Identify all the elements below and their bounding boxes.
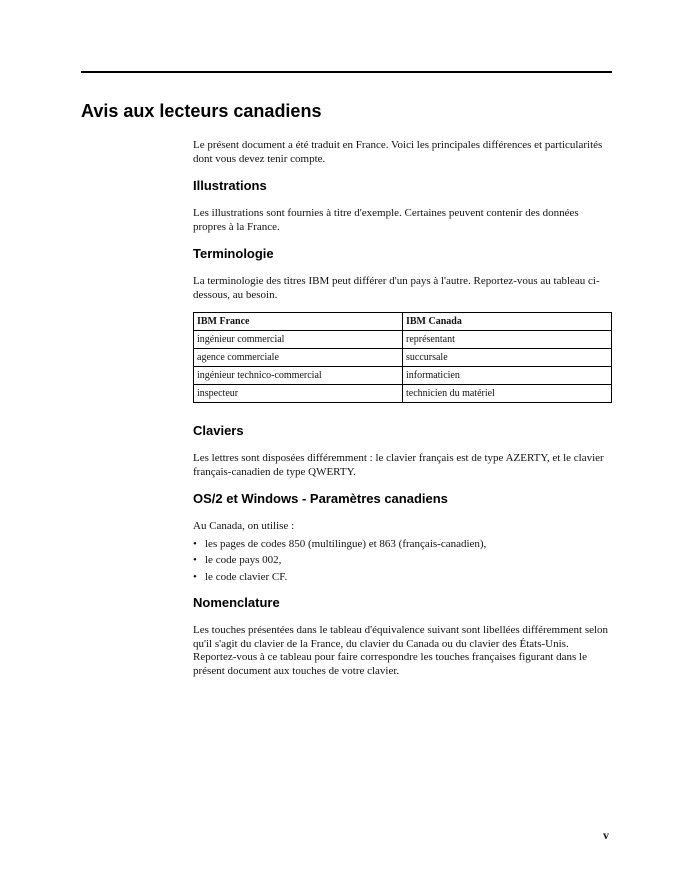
table-cell: technicien du matériel xyxy=(403,385,612,403)
page-number: v xyxy=(603,828,609,842)
nomenclature-heading: Nomenclature xyxy=(193,595,280,610)
nomenclature-paragraph: Les touches présentées dans le tableau d'équivalence suivant sont libellées différemment selon qu'il s'agit du clavier de la France, du clavier du Canada ou du clavier des États-Unis. Reportez-vous à ce tableau pour faire correspondre les touches françaises figurant dans le présent document aux touches de votre clavier. xyxy=(193,624,609,677)
bullet-icon: • xyxy=(193,570,197,583)
bullet-icon: • xyxy=(193,537,197,550)
table-cell: inspecteur xyxy=(194,385,403,403)
terminologie-heading: Terminologie xyxy=(193,246,274,261)
illustrations-paragraph: Les illustrations sont fournies à titre d'exemple. Certaines peuvent contenir des données propres à la France. xyxy=(193,207,579,233)
table-header-cell: IBM Canada xyxy=(403,313,612,331)
illustrations-heading: Illustrations xyxy=(193,178,267,193)
list-item xyxy=(193,536,613,553)
table-cell: ingénieur technico-commercial xyxy=(194,367,403,385)
os2-paragraph: Au Canada, on utilise : xyxy=(193,520,295,532)
list-item-text: le code pays 002, xyxy=(205,554,282,566)
terminology-table xyxy=(193,312,612,403)
os2-bullet-list xyxy=(193,536,613,586)
list-item xyxy=(193,552,613,569)
claviers-heading: Claviers xyxy=(193,423,244,438)
table-cell: succursale xyxy=(403,349,612,367)
list-item xyxy=(193,569,613,586)
claviers-paragraph: Les lettres sont disposées différemment : le clavier français est de type AZERTY, et le clavier français-canadien de type QWERTY. xyxy=(193,452,604,478)
top-rule xyxy=(81,71,612,73)
table-cell: informaticien xyxy=(403,367,612,385)
document-body xyxy=(193,139,613,678)
table-cell: représentant xyxy=(403,331,612,349)
list-item-text: les pages de codes 850 (multilingue) et 863 (français-canadien), xyxy=(205,537,487,550)
intro-paragraph: Le présent document a été traduit en France. Voici les principales différences et particularités dont vous devez tenir compte. xyxy=(193,139,603,165)
list-item-text: le code clavier CF. xyxy=(205,570,288,583)
table-header-cell: IBM France xyxy=(194,313,403,331)
table-row xyxy=(194,331,612,349)
page-title: Avis aux lecteurs canadiens xyxy=(81,101,322,121)
table-row xyxy=(194,385,612,403)
table-row xyxy=(194,367,612,385)
table-row xyxy=(194,349,612,367)
bullet-icon: • xyxy=(193,554,197,566)
table-header-row xyxy=(194,313,612,331)
table-cell: ingénieur commercial xyxy=(194,331,403,349)
terminologie-paragraph: La terminologie des titres IBM peut différer d'un pays à l'autre. Reportez-vous au tableau ci-dessous, au besoin. xyxy=(193,275,600,301)
table-cell: agence commerciale xyxy=(194,349,403,367)
os2-heading: OS/2 et Windows - Paramètres canadiens xyxy=(193,491,448,506)
